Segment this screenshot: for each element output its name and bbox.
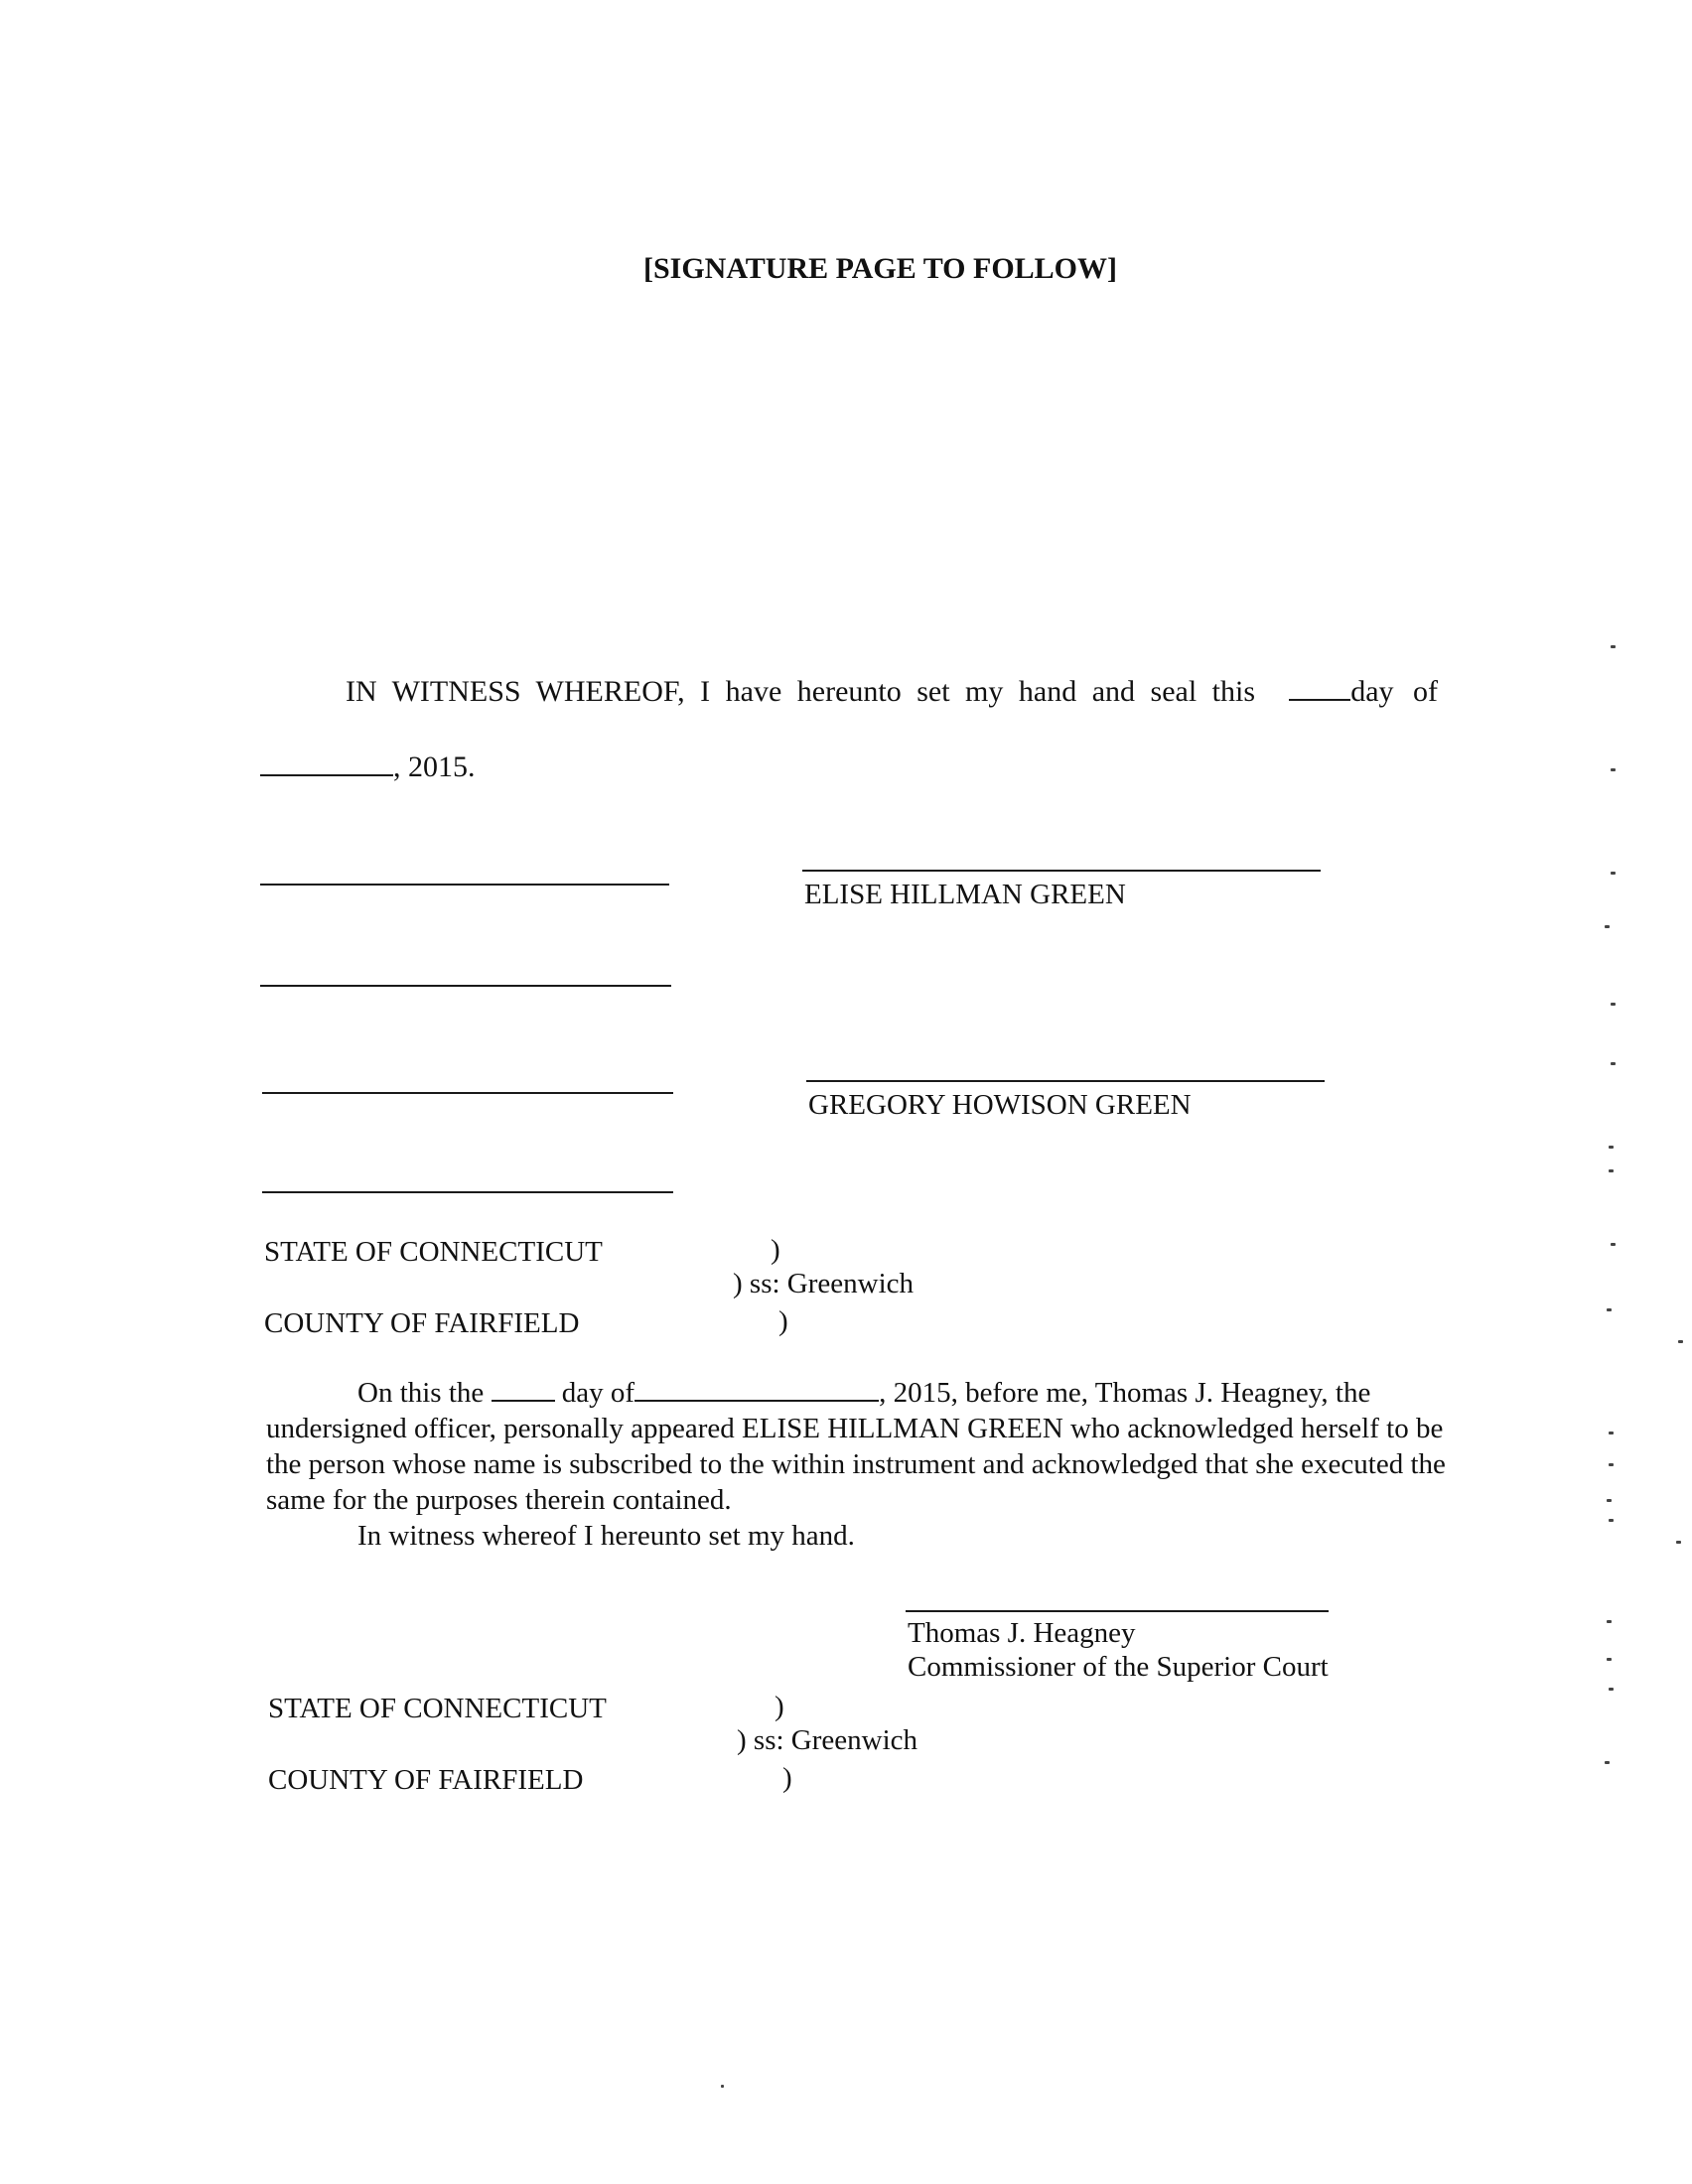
scan-speck	[1609, 1169, 1614, 1172]
scan-speck	[1611, 768, 1616, 771]
page-heading: [SIGNATURE PAGE TO FOLLOW]	[643, 252, 1118, 285]
venue-1-paren-top: )	[771, 1234, 780, 1266]
signatory-name-2: GREGORY HOWISON GREEN	[808, 1089, 1192, 1121]
venue-1-state: STATE OF CONNECTICUT	[264, 1236, 603, 1268]
scan-speck	[1611, 872, 1616, 875]
witness-clause	[346, 673, 1438, 709]
scan-speck	[1609, 1432, 1614, 1434]
venue-2-county: COUNTY OF FAIRFIELD	[268, 1764, 584, 1796]
officer-signature-line	[906, 1610, 1329, 1612]
scan-speck	[1611, 645, 1616, 648]
scan-speck	[1609, 1146, 1614, 1149]
scan-speck	[1611, 1243, 1616, 1246]
scan-speck	[721, 2085, 724, 2088]
venue-2-paren-top: )	[775, 1691, 784, 1722]
witness-clause-day	[1289, 673, 1438, 709]
scan-speck	[1676, 1541, 1681, 1544]
scan-speck	[1609, 1463, 1614, 1466]
scan-speck	[1605, 1761, 1610, 1764]
signatory-line-1	[802, 870, 1321, 872]
acknowledgment-paragraph	[266, 1374, 1446, 1518]
scan-speck	[1607, 1308, 1612, 1311]
venue-1-ss: ) ss: Greenwich	[733, 1268, 915, 1299]
signatory-name-1: ELISE HILLMAN GREEN	[804, 879, 1126, 910]
venue-1-paren-bottom: )	[778, 1305, 788, 1337]
ack-closing: In witness whereof I hereunto set my hand.	[357, 1520, 855, 1552]
day-blank	[1289, 673, 1350, 701]
ack-month-blank	[634, 1374, 879, 1402]
witness-year-line	[260, 749, 476, 784]
scan-speck	[1605, 925, 1610, 928]
witness-clause-lead: IN WITNESS WHEREOF, I have hereunto set my hand and seal this	[346, 675, 1256, 708]
ack-body: , 2015, before me, Thomas J. Heagney, the undersigned officer, personally appeared ELISE HILLMAN GREEN who acknowledged herself to be the person whose name is subscribed to the within instrument and acknowledged that she executed the same for the purposes therein contained.	[266, 1377, 1446, 1516]
signatory-line-2	[806, 1080, 1325, 1082]
ack-day-of: day of	[561, 1377, 635, 1409]
venue-1-county: COUNTY OF FAIRFIELD	[264, 1307, 580, 1339]
scan-speck	[1678, 1340, 1683, 1343]
ack-day-blank	[492, 1374, 555, 1402]
scan-speck	[1607, 1620, 1612, 1623]
witness-signature-line-2	[260, 985, 671, 987]
month-blank	[260, 749, 393, 776]
witness-day-of: day of	[1350, 675, 1438, 708]
scan-speck	[1609, 1519, 1614, 1522]
witness-signature-line-3	[262, 1092, 673, 1094]
witness-signature-line-4	[262, 1191, 673, 1193]
witness-year: , 2015.	[393, 751, 476, 783]
scan-speck	[1611, 1062, 1616, 1065]
scan-speck	[1607, 1499, 1612, 1502]
scan-speck	[1607, 1658, 1612, 1661]
officer-name: Thomas J. Heagney	[908, 1617, 1136, 1649]
officer-title: Commissioner of the Superior Court	[908, 1651, 1329, 1683]
ack-on-this-the: On this the	[357, 1377, 485, 1409]
scan-speck	[1611, 1003, 1616, 1006]
venue-2-state: STATE OF CONNECTICUT	[268, 1693, 607, 1724]
venue-2-ss: ) ss: Greenwich	[737, 1724, 918, 1756]
scan-speck	[1609, 1688, 1614, 1691]
witness-signature-line-1	[260, 884, 669, 886]
venue-2-paren-bottom: )	[782, 1762, 792, 1794]
